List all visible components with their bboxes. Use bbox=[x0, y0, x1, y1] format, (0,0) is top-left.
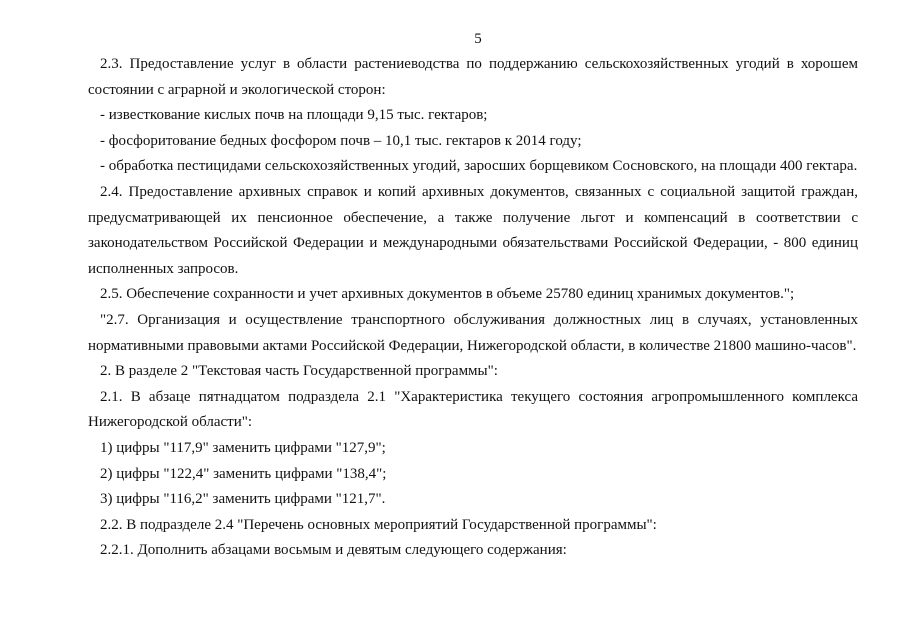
paragraph-2-2-1: 2.2.1. Дополнить абзацами восьмым и девятым следующего содержания: bbox=[100, 542, 567, 559]
paragraph-2-7: "2.7. Организация и осуществление транспортного обслуживания должностных лиц в случаях, установленных нормативными правовыми актами Российской Федерации, Нижегородской области, в количестве 21800 машино-часов". bbox=[88, 311, 858, 354]
document-page bbox=[88, 26, 858, 564]
paragraph-section-2: 2. В разделе 2 "Текстовая часть Государственной программы": bbox=[100, 363, 498, 380]
list-item-replace-3: 3) цифры "116,2" заменить цифрами "121,7". bbox=[100, 491, 386, 508]
list-item-replace-2: 2) цифры "122,4" заменить цифрами "138,4"; bbox=[100, 465, 387, 482]
paragraph-2-1: 2.1. В абзаце пятнадцатом подраздела 2.1 "Характеристика текущего состояния агропромышленного комплекса Нижегородской области": bbox=[88, 388, 858, 431]
page-number: 5 bbox=[474, 31, 482, 47]
paragraph-2-4: 2.4. Предоставление архивных справок и копий архивных документов, связанных с социальной защитой граждан, предусматривающей их пенсионное обеспечение, а также получение льгот и компенсаций в соответствии с законодательством Российской Федерации и международными обязательствами Российской Федерации, - 800 единиц исполненных запросов. bbox=[88, 183, 858, 277]
paragraph-2-3: 2.3. Предоставление услуг в области растениеводства по поддержанию сельскохозяйственных угодий в хорошем состоянии с аграрной и экологической сторон: bbox=[88, 56, 858, 98]
list-item-phosphoriting: - фосфоритование бедных фосфором почв – 10,1 тыс. гектаров к 2014 году; bbox=[100, 132, 582, 149]
paragraph-2-5: 2.5. Обеспечение сохранности и учет архивных документов в объеме 25780 единиц хранимых документов."; bbox=[100, 286, 795, 303]
paragraph-2-2: 2.2. В подразделе 2.4 "Перечень основных мероприятий Государственной программы": bbox=[100, 516, 657, 533]
list-item-pesticides: - обработка пестицидами сельскохозяйственных угодий, заросших борщевиком Сосновского, на площади 400 гектара. bbox=[100, 158, 858, 175]
list-item-replace-1: 1) цифры "117,9" заменить цифрами "127,9"; bbox=[100, 439, 386, 456]
list-item-liming: - известкование кислых почв на площади 9,15 тыс. гектаров; bbox=[100, 107, 488, 124]
